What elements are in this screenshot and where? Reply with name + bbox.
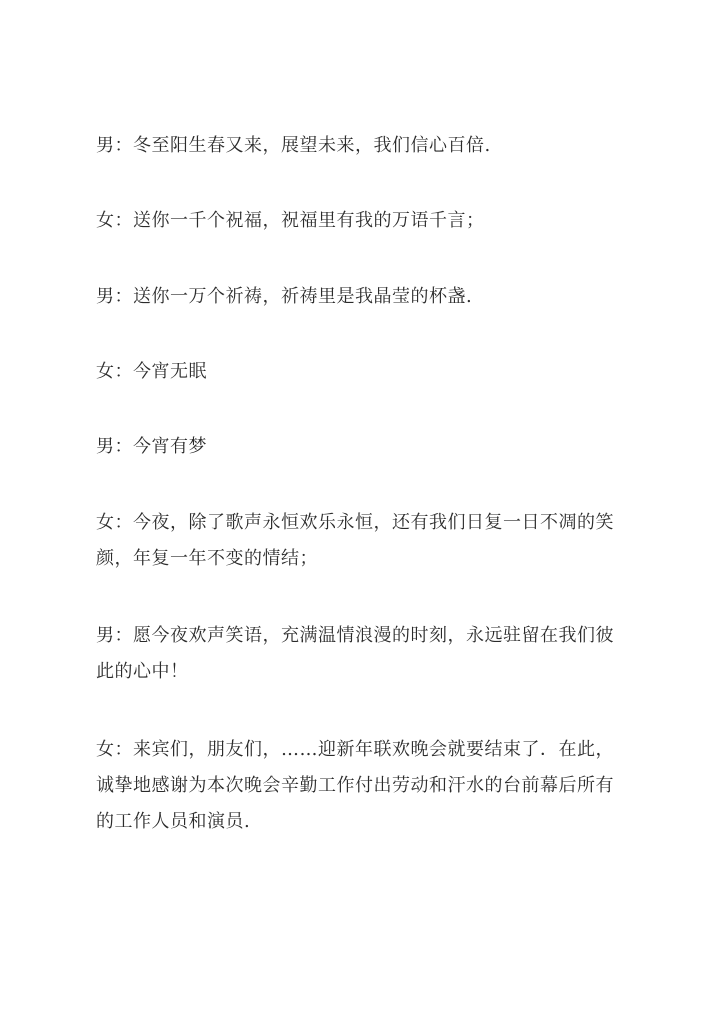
paragraph-6	[96, 505, 644, 577]
paragraph-line: 男：今宵有梦	[96, 436, 207, 457]
paragraph-line: 此的心中！	[96, 661, 189, 682]
paragraph-line: 女：来宾们，朋友们，……迎新年联欢晚会就要结束了．在此，	[96, 739, 614, 760]
paragraph-5	[96, 429, 644, 465]
paragraph-line: 男：冬至阳生春又来，展望未来，我们信心百倍.	[96, 135, 491, 156]
paragraph-1	[96, 128, 644, 164]
paragraph-7	[96, 618, 644, 690]
paragraph-line: 诚挚地感谢为本次晚会辛勤工作付出劳动和汗水的台前幕后所有	[96, 775, 614, 796]
paragraph-line: 的工作人员和演员.	[96, 811, 251, 832]
paragraph-2	[96, 203, 644, 239]
paragraph-3	[96, 279, 644, 315]
paragraph-line: 颜，年复一年不变的情结；	[96, 548, 318, 569]
paragraph-4	[96, 354, 644, 390]
paragraph-line: 女：今夜，除了歌声永恒欢乐永恒，还有我们日复一日不凋的笑	[96, 512, 614, 533]
paragraph-line: 男：愿今夜欢声笑语，充满温情浪漫的时刻，永远驻留在我们彼	[96, 625, 614, 646]
paragraph-line: 女：送你一千个祝福，祝福里有我的万语千言；	[96, 210, 485, 231]
paragraph-8	[96, 732, 644, 840]
paragraph-line: 女：今宵无眠	[96, 361, 207, 382]
paragraph-line: 男：送你一万个祈祷，祈祷里是我晶莹的杯盏.	[96, 286, 473, 307]
